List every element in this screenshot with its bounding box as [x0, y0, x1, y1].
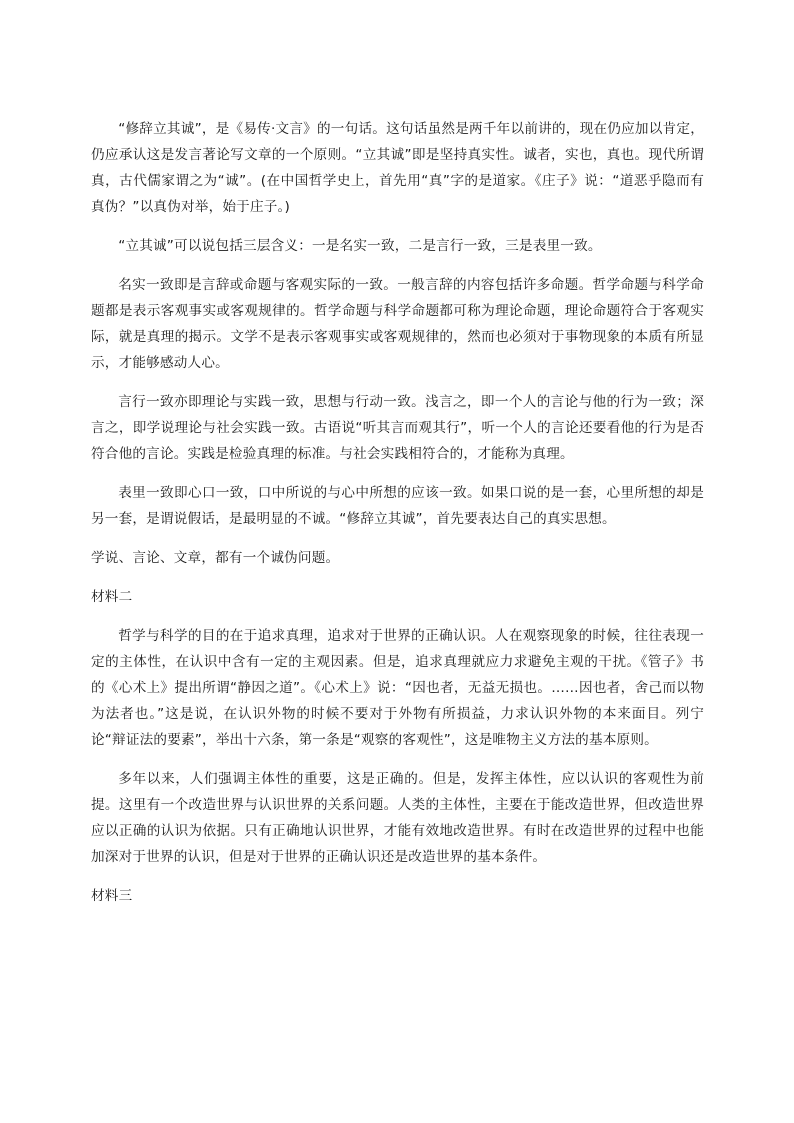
paragraph-zhexue: 哲学与科学的目的在于追求真理，追求对于世界的正确认识。人在观察现象的时候，往往表现一定的主体性，在认识中含有一定的主观因素。但是，追求真理就应力求避免主观的干扰。《管子》书的《心术上》提出所谓“静因之道”。《心术上》说：“因也者，无益无损也。……因也者，舍己而以物为法者也。”这是说，在认识外物的时候不要对于外物有所损益，力求认识外物的本来面目。列宁论“辩证法的要素”，举出十六条，第一条是“观察的客观性”，这是唯物主义方法的基本原则。 [91, 628, 704, 748]
paragraph-biaoli: 表里一致即心口一致，口中所说的与心中所想的应该一致。如果口说的是一套，心里所想的却是另一套，是谓说假话，是最明显的不诚。“修辞立其诚”，首先要表达自己的真实思想。 [91, 485, 704, 527]
paragraph-yanxing: 言行一致亦即理论与实践一致，思想与行动一致。浅言之，即一个人的言论与他的行为一致；深言之，即学说理论与社会实践一致。古语说“听其言而观其行”，听一个人的言论还要看他的行为是否符合他的言论。实践是检验真理的标准。与社会实践相符合的，才能称为真理。 [91, 394, 704, 462]
section-heading-material-2: 材料二 [91, 589, 133, 605]
section-heading-material-3: 材料三 [91, 888, 133, 904]
paragraph-three-meanings: “立其诚”可以说包括三层含义：一是名实一致，二是言行一致，三是表里一致。 [118, 238, 602, 254]
paragraph-zhutixing: 多年以来，人们强调主体性的重要，这是正确的。但是，发挥主体性，应以认识的客观性为前提。这里有一个改造世界与认识世界的关系问题。人类的主体性，主要在于能改造世界，但改造世界应以正确的认识为依据。只有正确地认识世界，才能有效地改造世界。有时在改造世界的过程中也能加深对于世界的认识，但是对于世界的正确认识还是改造世界的基本条件。 [91, 771, 704, 865]
paragraph-chengwei: 学说、言论、文章，都有一个诚伪问题。 [91, 550, 340, 566]
paragraph-xiuci: “修辞立其诚”，是《易传·文言》的一句话。这句话虽然是两千年以前讲的，现在仍应加以肯定，仍应承认这是发言著论写文章的一个原则。“立其诚”即是坚持真实性。诚者，实也，真也。现代所谓真，古代儒家谓之为“诚”。(在中国哲学史上，首先用“真”字的是道家。《庄子》说：“道恶乎隐而有真伪？”以真伪对举，始于庄子。) [91, 121, 704, 215]
paragraph-mingshi: 名实一致即是言辞或命题与客观实际的一致。一般言辞的内容包括许多命题。哲学命题与科学命题都是表示客观事实或客观规律的。哲学命题与科学命题都可称为理论命题，理论命题符合于客观实际，就是真理的揭示。文学不是表示客观事实或客观规律的，然而也必须对于事物现象的本质有所显示，才能够感动人心。 [91, 277, 704, 371]
